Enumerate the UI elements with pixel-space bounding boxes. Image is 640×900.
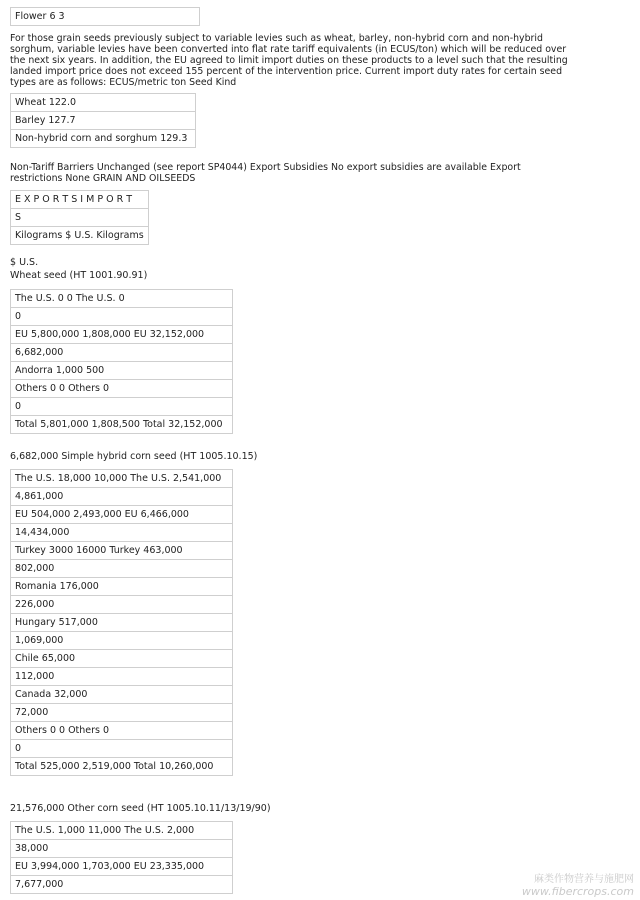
table-row [11, 686, 233, 704]
table-cell: Kilograms $ U.S. Kilograms [11, 227, 149, 245]
hybrid-table [10, 469, 233, 776]
table-cell: Flower 6 3 [11, 8, 200, 26]
table-row [11, 326, 233, 344]
table-cell: 802,000 [11, 560, 233, 578]
table-row [11, 344, 233, 362]
hybrid-caption: 6,682,000 Simple hybrid corn seed (HT 1005.10.15) [10, 451, 258, 462]
table-row [11, 380, 233, 398]
other-caption: 21,576,000 Other corn seed (HT 1005.10.11/13/19/90) [10, 803, 271, 814]
table-row [11, 858, 233, 876]
table-cell: Total 5,801,000 1,808,500 Total 32,152,000 [11, 416, 233, 434]
table-row [11, 822, 233, 840]
table-cell: Canada 32,000 [11, 686, 233, 704]
table-row [11, 416, 233, 434]
table-row [11, 209, 149, 227]
table-cell: Andorra 1,000 500 [11, 362, 233, 380]
table-cell: 112,000 [11, 668, 233, 686]
table-cell: Barley 127.7 [11, 112, 196, 130]
table-row [11, 596, 233, 614]
table-cell: 72,000 [11, 704, 233, 722]
table-row [11, 191, 149, 209]
table-row [11, 308, 233, 326]
table-row [11, 560, 233, 578]
intro-paragraph: For those grain seeds previously subject to variable levies such as wheat, barley, non-hybrid corn and non-hybrid sorghum, variable levies have been converted into flat rate tariff equivalents (in ECUS/ton) which will be reduced over the next six years. In addition, the EU agreed to limit import duties on these products to a level such that the resulting landed import price does not exceed 155 percent of the intervention price. Current import duty rates for certain seed types are as follows: ECUS/metric ton Seed Kind [10, 33, 568, 88]
table-cell: The U.S. 0 0 The U.S. 0 [11, 290, 233, 308]
watermark [522, 874, 634, 898]
table-cell: Others 0 0 Others 0 [11, 722, 233, 740]
table-row [11, 398, 233, 416]
wheat-table [10, 289, 233, 434]
usd-line: $ U.S. [10, 257, 39, 268]
table-row [11, 840, 233, 858]
table-cell: S [11, 209, 149, 227]
table-row [11, 668, 233, 686]
table-cell: Romania 176,000 [11, 578, 233, 596]
table-cell: Others 0 0 Others 0 [11, 380, 233, 398]
wheat-caption: Wheat seed (HT 1001.90.91) [10, 270, 148, 281]
barriers-paragraph: Non-Tariff Barriers Unchanged (see report SP4044) Export Subsidies No export subsidies are available Export restrictions None GRAIN AND OILSEEDS [10, 162, 521, 184]
table-row [11, 542, 233, 560]
title-box [10, 7, 200, 26]
table-row [11, 740, 233, 758]
table-row [11, 632, 233, 650]
table-row [11, 130, 196, 148]
table-cell: 38,000 [11, 840, 233, 858]
table-cell: The U.S. 1,000 11,000 The U.S. 2,000 [11, 822, 233, 840]
table-cell: Turkey 3000 16000 Turkey 463,000 [11, 542, 233, 560]
table-cell: Hungary 517,000 [11, 614, 233, 632]
table-cell: Non-hybrid corn and sorghum 129.3 [11, 130, 196, 148]
table-cell: EU 504,000 2,493,000 EU 6,466,000 [11, 506, 233, 524]
table-row [11, 506, 233, 524]
watermark-cn-text: 麻类作物营养与施肥网 [534, 874, 634, 885]
header-table [10, 190, 149, 245]
duty-table [10, 93, 196, 148]
table-row [11, 578, 233, 596]
table-cell: 0 [11, 398, 233, 416]
table-row [11, 614, 233, 632]
other-corn-table [10, 821, 233, 894]
table-row [11, 112, 196, 130]
table-cell: EU 5,800,000 1,808,000 EU 32,152,000 [11, 326, 233, 344]
table-row [11, 650, 233, 668]
table-row [11, 722, 233, 740]
table-cell: 6,682,000 [11, 344, 233, 362]
table-cell: 4,861,000 [11, 488, 233, 506]
table-row [11, 876, 233, 894]
table-row [11, 8, 200, 26]
table-row [11, 488, 233, 506]
table-cell: 7,677,000 [11, 876, 233, 894]
table-row [11, 362, 233, 380]
table-cell: 1,069,000 [11, 632, 233, 650]
table-cell: E X P O R T S I M P O R T [11, 191, 149, 209]
table-row [11, 758, 233, 776]
table-cell: Total 525,000 2,519,000 Total 10,260,000 [11, 758, 233, 776]
table-cell: 226,000 [11, 596, 233, 614]
table-cell: Wheat 122.0 [11, 94, 196, 112]
table-cell: EU 3,994,000 1,703,000 EU 23,335,000 [11, 858, 233, 876]
table-cell: 0 [11, 740, 233, 758]
watermark-url-text: www.fibercrops.com [521, 885, 634, 898]
table-row [11, 94, 196, 112]
table-cell: 14,434,000 [11, 524, 233, 542]
table-cell: The U.S. 18,000 10,000 The U.S. 2,541,000 [11, 470, 233, 488]
table-row [11, 290, 233, 308]
table-cell: Chile 65,000 [11, 650, 233, 668]
table-row [11, 470, 233, 488]
table-row [11, 524, 233, 542]
table-row [11, 227, 149, 245]
table-row [11, 704, 233, 722]
table-cell: 0 [11, 308, 233, 326]
